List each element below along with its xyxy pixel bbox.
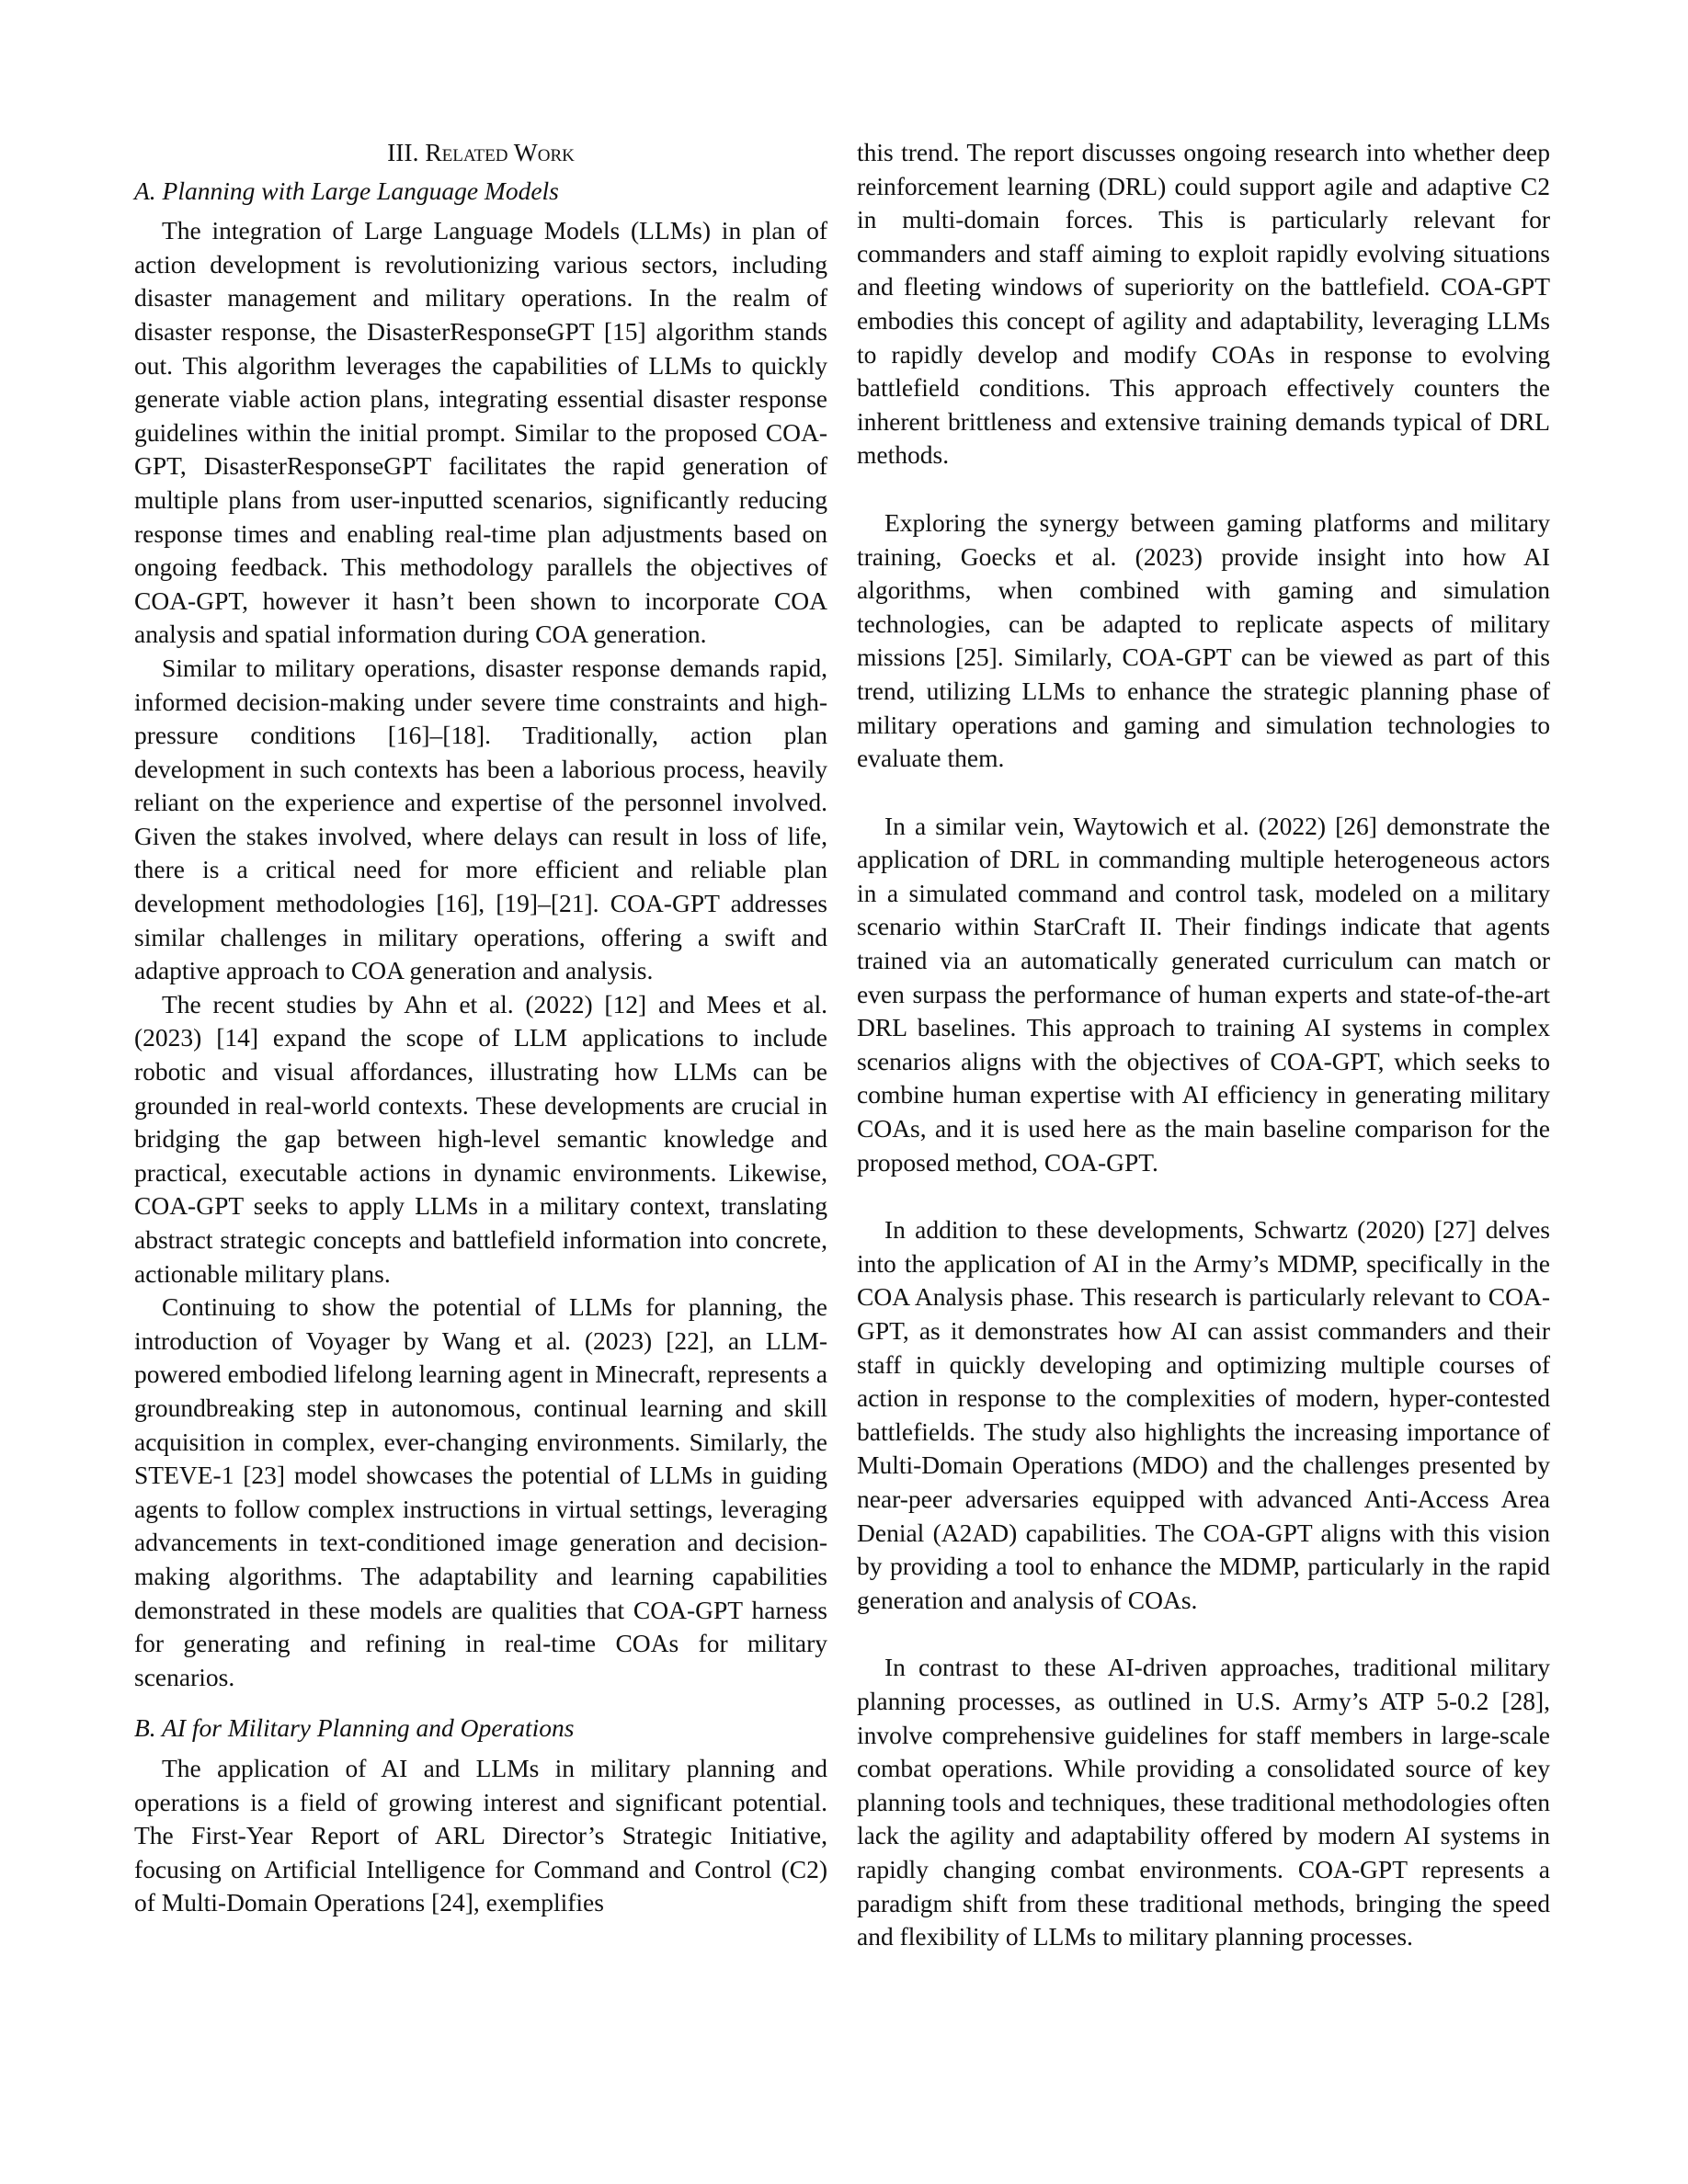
- section-title: Related Work: [425, 138, 575, 166]
- section-number: III.: [387, 138, 419, 166]
- paragraph: The integration of Large Language Models (LLMs) in plan of action development is revolutionizing various sectors, including disaster management and military operations. In the realm of disaster response, the DisasterResponseGPT [15] algorithm stands out. This algorithm leverages the capabilities of LLMs to quickly generate viable action plans, integrating essential disaster response guidelines within the initial prompt. Similar to the proposed COA-GPT, DisasterResponseGPT facilitates the rapid generation of multiple plans from user-inputted scenarios, significantly reducing response times and enabling real-time plan adjustments based on ongoing feedback. This methodology parallels the objectives of COA-GPT, however it hasn’t been shown to incorporate COA analysis and spatial information during COA generation.: [134, 216, 827, 649]
- paragraph: In contrast to these AI-driven approaches, traditional military planning processes, as outlined in U.S. Army’s ATP 5-0.2 [28], involve comprehensive guidelines for staff members in large-scale combat operations. While providing a consolidated source of key planning tools and techniques, these traditional methodologies often lack the agility and adaptability offered by modern AI systems in rapidly changing combat environments. COA-GPT represents a paradigm shift from these traditional methods, bringing the speed and flexibility of LLMs to military planning processes.: [857, 1653, 1550, 1951]
- subsection-heading-a: A. Planning with Large Language Models: [134, 176, 559, 205]
- paragraph: The recent studies by Ahn et al. (2022) [12] and Mees et al. (2023) [14] expand the scope of LLM applications to include robotic and visual affordances, illustrating how LLMs can be grounded in real-world contexts. These developments are crucial in bridging the gap between high-level semantic knowledge and practical, executable actions in dynamic environments. Likewise, COA-GPT seeks to apply LLMs in a military context, translating abstract strategic concepts and battlefield information into concrete, actionable military plans.: [134, 989, 827, 1288]
- paragraph: Similar to military operations, disaster response demands rapid, informed decision-making under severe time constraints and high-pressure conditions [16]–[18]. Traditionally, action plan development in such contexts has been a laborious process, heavily reliant on the experience and expertise of the personnel involved. Given the stakes involved, where delays can result in loss of life, there is a critical need for more efficient and reliable plan development methodologies [16], [19]–[21]. COA-GPT addresses similar challenges in military operations, offering a swift and adaptive approach to COA generation and analysis.: [134, 653, 827, 985]
- paragraph: Continuing to show the potential of LLMs for planning, the introduction of Voyager by Wang et al. (2023) [22], an LLM-powered embodied lifelong learning agent in Minecraft, represents a groundbreaking step in autonomous, continual learning and skill acquisition in complex, ever-changing environments. Similarly, the STEVE-1 [23] model showcases the potential of LLMs in guiding agents to follow complex instructions in virtual settings, leveraging advancements in text-conditioned image generation and decision-making algorithms. The adaptability and learning capabilities demonstrated in these models are qualities that COA-GPT harness for generating and refining in real-time COAs for military scenarios.: [134, 1292, 827, 1691]
- left-column: [134, 136, 827, 1920]
- right-column: [857, 136, 1550, 1954]
- paragraph-continuation: this trend. The report discusses ongoing research into whether deep reinforcement learning (DRL) could support agile and adaptive C2 in multi-domain forces. This is particularly relevant for commanders and staff aiming to exploit rapidly evolving situations and fleeting windows of superiority on the battlefield. COA-GPT embodies this concept of agility and adaptability, leveraging LLMs to rapidly develop and modify COAs in response to evolving battlefield conditions. This approach effectively counters the inherent brittleness and extensive training demands typical of DRL methods.: [857, 138, 1550, 470]
- section-heading: [134, 136, 827, 170]
- paragraph: The application of AI and LLMs in military planning and operations is a field of growing interest and significant potential. The First-Year Report of ARL Director’s Strategic Initiative, focusing on Artificial Intelligence for Command and Control (C2) of Multi-Domain Operations [24], exemplifies: [134, 1753, 827, 1917]
- subsection-heading-b: B. AI for Military Planning and Operations: [134, 1713, 575, 1743]
- paragraph: Exploring the synergy between gaming platforms and military training, Goecks et al. (2023) provide insight into how AI algorithms, when combined with gaming and simulation technologies, can be adapted to replicate aspects of military missions [25]. Similarly, COA-GPT can be viewed as part of this trend, utilizing LLMs to enhance the strategic planning phase of military operations and gaming and simulation technologies to evaluate them.: [857, 507, 1550, 773]
- paragraph: In addition to these developments, Schwartz (2020) [27] delves into the application of AI in the Army’s MDMP, specifically in the COA Analysis phase. This research is particularly relevant to COA-GPT, as it demonstrates how AI can assist commanders and their staff in quickly developing and optimizing multiple courses of action in response to the complexities of modern, hyper-contested battlefields. The study also highlights the increasing importance of Multi-Domain Operations (MDO) and the challenges presented by near-peer adversaries equipped with advanced Anti-Access Area Denial (A2AD) capabilities. The COA-GPT aligns with this vision by providing a tool to enhance the MDMP, particularly in the rapid generation and analysis of COAs.: [857, 1215, 1550, 1614]
- paragraph: In a similar vein, Waytowich et al. (2022) [26] demonstrate the application of DRL in commanding multiple heterogeneous actors in a simulated command and control task, modeled on a military scenario within StarCraft II. Their findings indicate that agents trained via an automatically generated curriculum can match or even surpass the performance of human experts and state-of-the-art DRL baselines. This approach to training AI systems in complex scenarios aligns with the objectives of COA-GPT, which seeks to combine human expertise with AI efficiency in generating military COAs, and it is used here as the main baseline comparison for the proposed method, COA-GPT.: [857, 811, 1550, 1177]
